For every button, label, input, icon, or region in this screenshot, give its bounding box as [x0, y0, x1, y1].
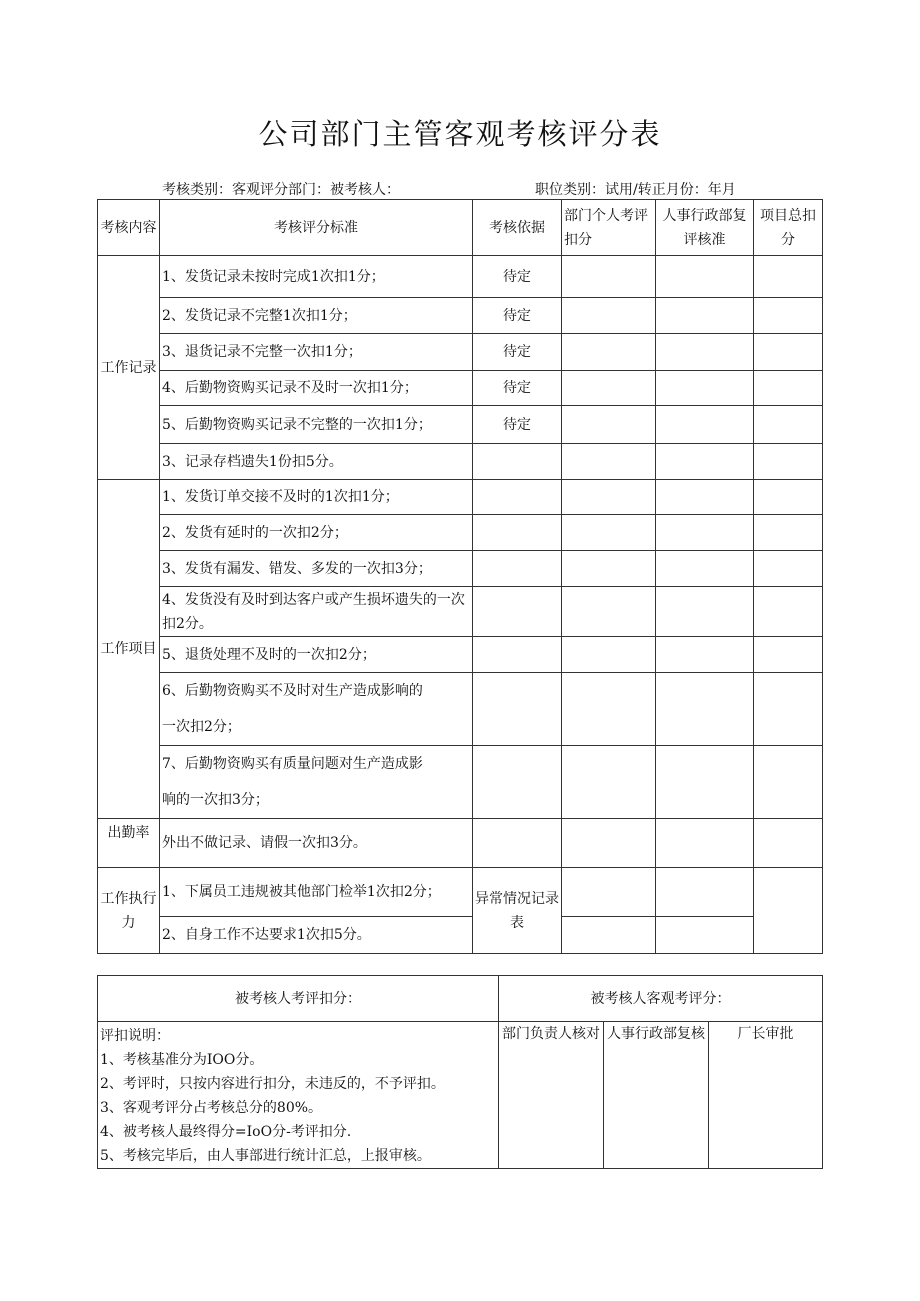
dept-score-cell[interactable]: [562, 444, 656, 480]
evaluation-table: [97, 199, 823, 954]
total-cell[interactable]: [754, 444, 823, 480]
hr-review-cell[interactable]: [656, 746, 754, 819]
total-cell[interactable]: [754, 480, 823, 515]
criterion: 2、发货记录不完整1次扣1分；: [160, 298, 473, 334]
basis: 待定: [473, 298, 562, 334]
header-hr-review: 人事行政部复评核准: [656, 200, 754, 256]
basis-cell[interactable]: [473, 673, 562, 746]
basis: 待定: [473, 256, 562, 298]
hr-review-cell[interactable]: [656, 917, 754, 954]
hr-review-cell[interactable]: [656, 334, 754, 371]
dept-score-cell[interactable]: [562, 480, 656, 515]
dept-score-cell[interactable]: [562, 515, 656, 551]
dept-head-check[interactable]: 部门负责人核对: [499, 1022, 604, 1169]
basis: [473, 444, 562, 480]
basis-cell[interactable]: [473, 551, 562, 587]
notes-title: 评扣说明：: [100, 1028, 170, 1044]
hr-review-cell[interactable]: [656, 480, 754, 515]
criterion-line: 6、后勤物资购买不及时对生产造成影响的: [162, 683, 423, 699]
total-cell[interactable]: [754, 298, 823, 334]
hr-review-check[interactable]: 人事行政部复核: [604, 1022, 709, 1169]
criterion: 3、发货有漏发、错发、多发的一次扣3分；: [160, 551, 473, 587]
basis: 异常情况记录表: [473, 868, 562, 954]
criterion: 4、后勤物资购买记录不及时一次扣1分；: [160, 371, 473, 406]
criterion: 外出不做记录、请假一次扣3分。: [160, 819, 473, 868]
hr-review-cell[interactable]: [656, 406, 754, 444]
total-cell[interactable]: [754, 371, 823, 406]
basis-cell[interactable]: [473, 515, 562, 551]
criterion-line: 响的一次扣3分；: [162, 792, 269, 808]
dept-score-cell[interactable]: [562, 746, 656, 819]
dept-score-cell[interactable]: [562, 298, 656, 334]
header-content: 考核内容: [98, 200, 160, 256]
note-item: 2、考评时，只按内容进行扣分，未违反的，不予评扣。: [100, 1076, 445, 1092]
dept-score-cell[interactable]: [562, 637, 656, 673]
hr-review-cell[interactable]: [656, 444, 754, 480]
summary-table: [97, 975, 823, 1169]
dept-score-cell[interactable]: [562, 673, 656, 746]
dept-score-cell[interactable]: [562, 551, 656, 587]
criterion-line: 一次扣2分；: [162, 719, 241, 735]
group-name: 工作执行力: [98, 868, 160, 954]
meta-left: 考核类别：客观评分部门：被考核人：: [162, 182, 400, 198]
total-cell[interactable]: [754, 587, 823, 637]
hr-review-cell[interactable]: [656, 371, 754, 406]
total-cell[interactable]: [754, 746, 823, 819]
note-item: 5、考核完毕后，由人事部进行统计汇总，上报审核。: [100, 1148, 431, 1164]
hr-review-cell[interactable]: [656, 637, 754, 673]
criterion: 3、退货记录不完整一次扣1分；: [160, 334, 473, 371]
total-cell[interactable]: [754, 637, 823, 673]
criterion: 5、后勤物资购买记录不完整的一次扣1分；: [160, 406, 473, 444]
basis-cell[interactable]: [473, 587, 562, 637]
basis: 待定: [473, 406, 562, 444]
hr-review-cell[interactable]: [656, 587, 754, 637]
total-cell[interactable]: [754, 334, 823, 371]
basis-cell[interactable]: [473, 746, 562, 819]
total-cell[interactable]: [754, 256, 823, 298]
dept-score-cell[interactable]: [562, 868, 656, 917]
header-standard: 考核评分标准: [160, 200, 473, 256]
header-total: 项目总扣分: [754, 200, 823, 256]
hr-review-cell[interactable]: [656, 673, 754, 746]
basis-cell[interactable]: [473, 637, 562, 673]
dept-score-cell[interactable]: [562, 917, 656, 954]
note-item: 3、客观考评分占考核总分的80%。: [100, 1100, 323, 1116]
hr-review-cell[interactable]: [656, 256, 754, 298]
dept-score-cell[interactable]: [562, 371, 656, 406]
group-name: 工作记录: [98, 256, 160, 480]
dept-score-cell[interactable]: [562, 256, 656, 298]
group-name: 出勤率: [98, 819, 160, 868]
total-cell[interactable]: [754, 673, 823, 746]
dept-score-cell[interactable]: [562, 587, 656, 637]
hr-review-cell[interactable]: [656, 515, 754, 551]
criterion: 1、下属员工违规被其他部门检举1次扣2分；: [160, 868, 473, 917]
hr-review-cell[interactable]: [656, 819, 754, 868]
self-score-label: 被考核人考评扣分：: [98, 976, 499, 1022]
basis-cell[interactable]: [473, 819, 562, 868]
hr-review-cell[interactable]: [656, 551, 754, 587]
criterion-line: 7、后勤物资购买有质量问题对生产造成影: [162, 756, 423, 772]
note-item: 4、被考核人最终得分=IoO分-考评扣分.: [100, 1124, 352, 1140]
objective-score-label: 被考核人客观考评分：: [499, 976, 823, 1022]
page-title: 公司部门主管客观考核评分表: [258, 117, 662, 151]
total-cell[interactable]: [754, 551, 823, 587]
criterion: 5、退货处理不及时的一次扣2分；: [160, 637, 473, 673]
total-cell[interactable]: [754, 406, 823, 444]
hr-review-cell[interactable]: [656, 298, 754, 334]
criterion: 4、发货没有及时到达客户或产生损坏遗失的一次扣2分。: [160, 587, 473, 637]
criterion: [160, 673, 473, 746]
group-name: 工作项目: [98, 480, 160, 819]
criterion: 3、记录存档遗失1份扣5分。: [160, 444, 473, 480]
basis: 待定: [473, 371, 562, 406]
basis: 待定: [473, 334, 562, 371]
header-basis: 考核依据: [473, 200, 562, 256]
dept-score-cell[interactable]: [562, 406, 656, 444]
dept-score-cell[interactable]: [562, 819, 656, 868]
criterion: 1、发货订单交接不及时的1次扣1分；: [160, 480, 473, 515]
total-cell[interactable]: [754, 868, 823, 954]
total-cell[interactable]: [754, 819, 823, 868]
notes: [98, 1022, 499, 1169]
criterion: 2、自身工作不达要求1次扣5分。: [160, 917, 473, 954]
header-dept-score: 部门个人考评扣分: [562, 200, 656, 256]
meta-right: 职位类别：试用/转正月份：年月: [535, 182, 736, 198]
total-cell[interactable]: [754, 515, 823, 551]
note-item: 1、考核基准分为IOO分。: [100, 1052, 264, 1068]
basis-cell[interactable]: [473, 480, 562, 515]
criterion: [160, 746, 473, 819]
hr-review-cell[interactable]: [656, 868, 754, 917]
criterion: 1、发货记录未按时完成1次扣1分；: [160, 256, 473, 298]
criterion: 2、发货有延时的一次扣2分；: [160, 515, 473, 551]
dept-score-cell[interactable]: [562, 334, 656, 371]
factory-manager-approval[interactable]: 厂长审批: [709, 1022, 823, 1169]
